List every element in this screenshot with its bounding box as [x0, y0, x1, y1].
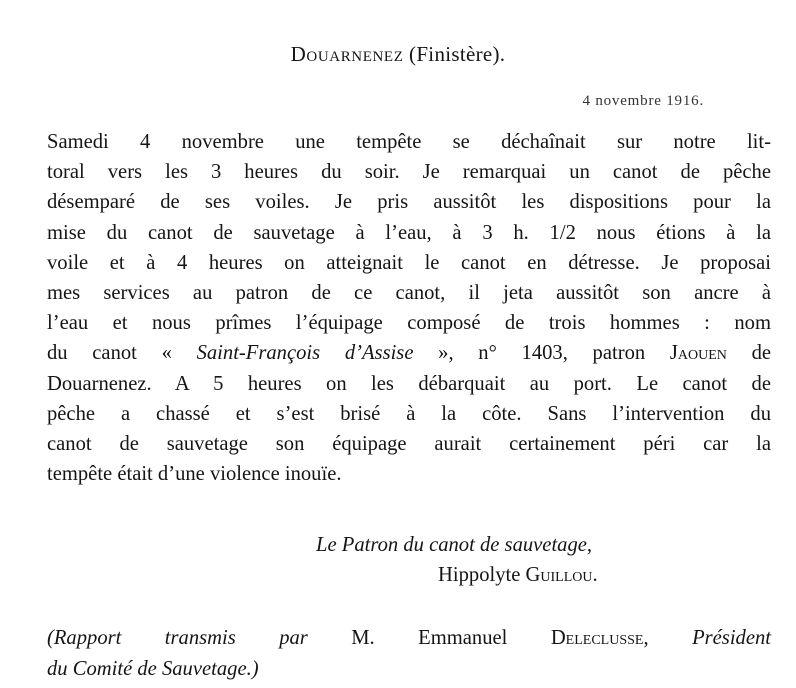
- body-line-10: pêche a chassé et s’est brisé à la côte. Sans l’intervention du: [47, 402, 771, 425]
- report-open: (Rapport transmis par: [47, 627, 352, 649]
- report-note: [47, 623, 771, 685]
- body-line-8-pre: du canot «: [47, 342, 197, 365]
- body-line-1: Samedi 4 novembre une tempête se déchaînait sur notre lit-: [47, 131, 771, 153]
- document-heading: [0, 42, 796, 67]
- patron-name: Jaouen: [669, 342, 727, 365]
- body-line-9: Douarnenez. A 5 heures on les débarquait au port. Le canot de: [47, 372, 771, 395]
- signature-last-name: Guillou.: [525, 564, 598, 586]
- report-line-1: [47, 623, 771, 654]
- body-line-5: voile et à 4 heures on atteignait le canot en détresse. Je proposai: [47, 251, 771, 274]
- body-line-8-post: », n° 1403, patron: [413, 342, 670, 365]
- body-line-8-end: de: [726, 342, 772, 365]
- body-line-4: mise du canot de sauvetage à l’eau, à 3 h. 1/2 nous étions à la: [47, 221, 771, 244]
- signature-first-name: Hippolyte: [438, 564, 526, 586]
- body-line-8: [47, 338, 771, 368]
- signature-name: [438, 560, 598, 590]
- heading-place: Douarnenez: [290, 42, 404, 66]
- body-line-3: désemparé de ses voiles. Je pris aussitôt les dispositions pour la: [47, 191, 771, 214]
- letter-body: [47, 127, 771, 489]
- signature-title: Le Patron du canot de sauvetage,: [316, 534, 593, 556]
- report-president-name: Deleclusse,: [550, 627, 649, 649]
- body-line-2: toral vers les 3 heures du soir. Je remarquai un canot de pêche: [47, 161, 771, 184]
- report-line-2: du Comité de Sauvetage.): [47, 658, 259, 680]
- body-line-6: mes services au patron de ce canot, il jeta aussitôt son ancre à: [47, 282, 771, 305]
- report-role: Président: [648, 627, 771, 649]
- body-line-11: canot de sauvetage son équipage aurait certainement péri car la: [47, 433, 771, 456]
- body-line-7: l’eau et nous prîmes l’équipage composé de trois hommes : nom: [47, 312, 771, 335]
- document-date: 4 novembre 1916.: [582, 93, 704, 109]
- heading-region: (Finistère).: [409, 42, 506, 66]
- body-line-12: tempête était d’une violence inouïe.: [47, 463, 342, 486]
- boat-name: Saint-François d’Assise: [196, 342, 414, 365]
- report-mid: M. Emmanuel: [351, 627, 551, 649]
